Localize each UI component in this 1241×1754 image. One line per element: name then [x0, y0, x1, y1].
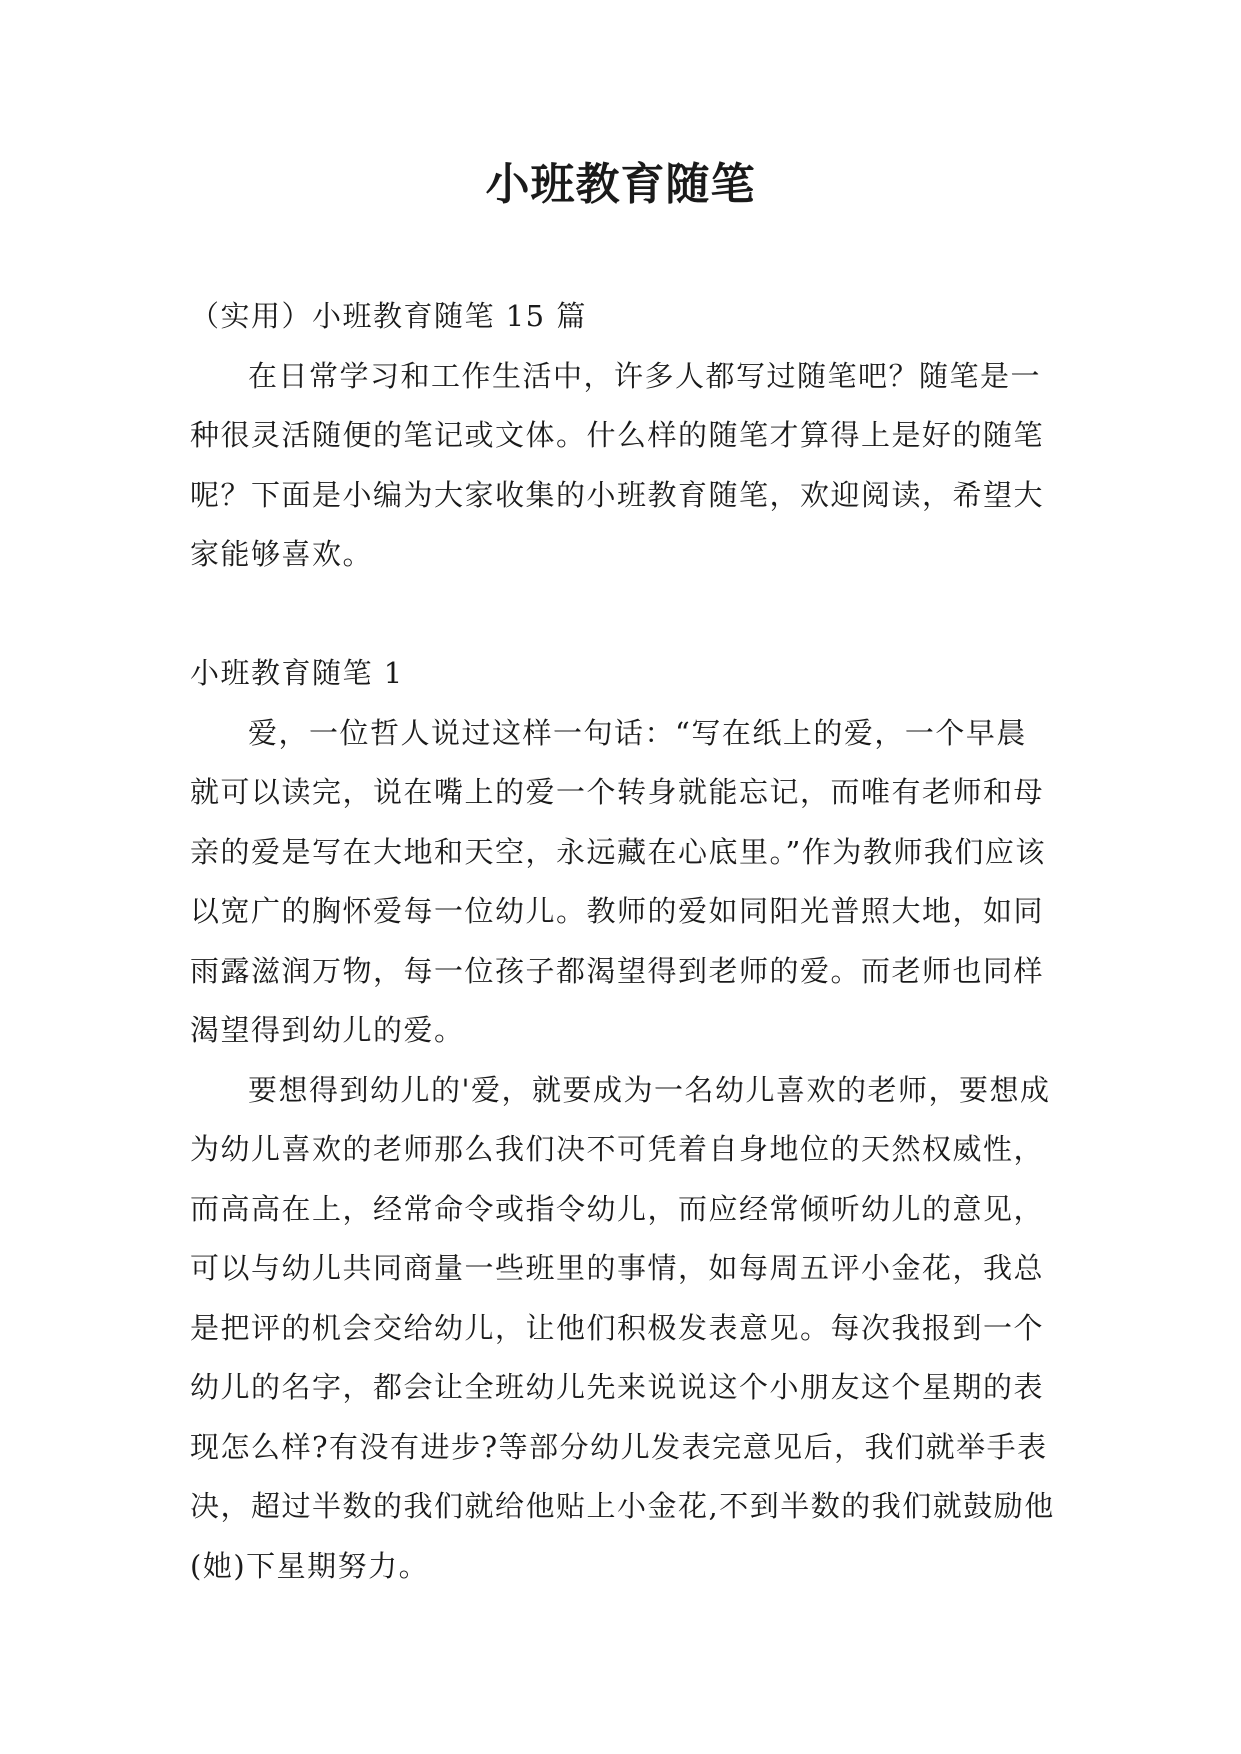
- document-subtitle: （实用）小班教育随笔 15 篇: [190, 299, 587, 333]
- intro-paragraph: 在日常学习和工作生活中，许多人都写过随笔吧？随笔是一种很灵活随便的笔记或文体。什么样的随笔才算得上是好的随笔呢？下面是小编为大家收集的小班教育随笔，欢迎阅读，希望大家能够喜欢。: [190, 358, 1045, 571]
- body-paragraph: 要想得到幼儿的'爱，就要成为一名幼儿喜欢的老师，要想成为幼儿喜欢的老师那么我们决不可凭着自身地位的天然权威性，而高高在上，经常命令或指令幼儿，而应经常倾听幼儿的意见，可以与幼儿共同商量一些班里的事情，如每周五评小金花，我总是把评的机会交给幼儿，让他们积极发表意见。每次我报到一个幼儿的名字，都会让全班幼儿先来说说这个小朋友这个星期的表现怎么样?有没有进步?等部分幼儿发表完意见后，我们就举手表决，超过半数的我们就给他贴上小金花,不到半数的我们就鼓励他(她)下星期努力。: [190, 1072, 1055, 1583]
- document-body: [190, 287, 1055, 1596]
- section-heading: 小班教育随笔 1: [190, 656, 404, 690]
- page-title: 小班教育随笔: [485, 159, 756, 210]
- body-paragraph: 爱，一位哲人说过这样一句话：“写在纸上的爱，一个早晨就可以读完，说在嘴上的爱一个转身就能忘记，而唯有老师和母亲的爱是写在大地和天空，永远藏在心底里。”作为教师我们应该以宽广的胸怀爱每一位幼儿。教师的爱如同阳光普照大地，如同雨露滋润万物，每一位孩子都渴望得到老师的爱。而老师也同样渴望得到幼儿的爱。: [190, 715, 1046, 1047]
